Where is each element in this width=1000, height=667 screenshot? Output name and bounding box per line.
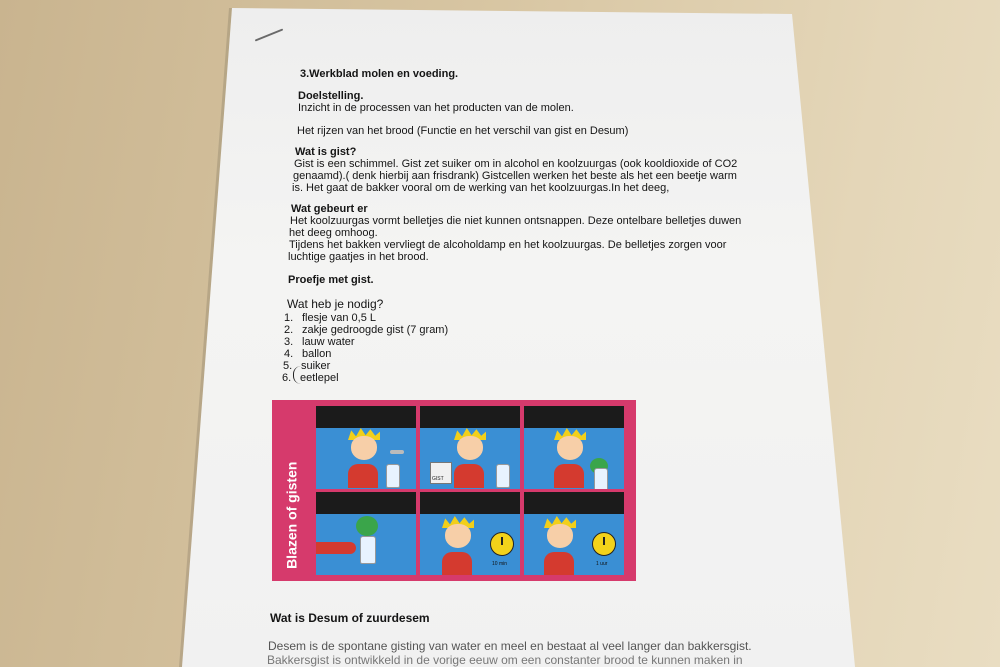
tap-icon <box>390 450 404 454</box>
desem-line-2: Bakkersgist is ontwikkeld in de vorige eeuw om een constanter brood te kunnen maken in <box>267 653 743 667</box>
kid-body <box>442 552 472 575</box>
handwritten-bracket <box>293 366 302 384</box>
comic-panel-2 <box>420 406 520 489</box>
panel-caption <box>420 406 520 428</box>
list-item: 1. flesje van 0,5 L <box>284 312 376 324</box>
desem-heading: Wat is Desum of zuurdesem <box>270 611 430 625</box>
bottle-icon <box>594 468 608 489</box>
gebeurt-line-4: luchtige gaatjes in het brood. <box>288 251 429 263</box>
gist-line-3: is. Het gaat de bakker vooral om de werking van het koolzuurgas.In het deeg, <box>292 182 670 194</box>
list-item: 5. suiker <box>283 360 331 372</box>
gebeurt-heading: Wat gebeurt er <box>291 203 368 215</box>
panel-caption <box>316 492 416 514</box>
gist-line-2: genaamd).( denk hierbij aan frisdrank) Gistcellen werken het beste als het een beetje warm <box>293 170 737 182</box>
gebeurt-line-2: het deeg omhoog. <box>289 227 378 239</box>
comic-strip <box>272 400 636 581</box>
list-item: 6. eetlepel <box>282 372 339 384</box>
rijzen-text: Het rijzen van het brood (Functie en het verschil van gist en Desum) <box>297 125 629 137</box>
list-item: 3. lauw water <box>284 336 355 348</box>
balloon-icon <box>356 516 378 536</box>
comic-panel-5: 10 min <box>420 492 520 575</box>
comic-side-title: Blazen of gisten <box>283 461 300 569</box>
worksheet-title: 3.Werkblad molen en voeding. <box>300 68 459 80</box>
gist-line-1: Gist is een schimmel. Gist zet suiker om in alcohol en koolzuurgas (ook kooldioxide of CO2 <box>294 158 738 170</box>
clock-icon <box>592 532 616 556</box>
gebeurt-line-3: Tijdens het bakken vervliegt de alcoholdamp en het koolzuurgas. De belletjes zorgen voor <box>289 239 727 251</box>
list-item: 2. zakje gedroogde gist (7 gram) <box>284 324 449 336</box>
comic-panel-6: 1 uur <box>524 492 624 575</box>
panel-caption <box>316 406 416 428</box>
kid-body <box>544 552 574 575</box>
comic-panel-3 <box>524 406 624 489</box>
arm-icon <box>316 542 356 554</box>
kid-head <box>557 436 583 460</box>
doelstelling-text: Inzicht in de processen van het producten van de molen. <box>298 102 574 114</box>
kid-head <box>457 436 483 460</box>
bottle-icon <box>496 464 510 488</box>
bottle-icon <box>386 464 400 488</box>
kid-body <box>554 464 584 488</box>
comic-panel-4 <box>316 492 416 575</box>
gist-heading: Wat is gist? <box>295 146 357 158</box>
proefje-heading: Proefje met gist. <box>288 274 374 286</box>
nodig-question: Wat heb je nodig? <box>287 297 384 311</box>
bottle-icon <box>360 536 376 564</box>
kid-head <box>351 436 377 460</box>
yeast-packet-icon: GIST <box>430 462 452 484</box>
kid-body <box>454 464 484 488</box>
kid-body <box>348 464 378 488</box>
kid-head <box>445 524 471 548</box>
kid-head <box>547 524 573 548</box>
comic-panel-1 <box>316 406 416 489</box>
desem-line-1: Desem is de spontane gisting van water en meel en bestaat al veel langer dan bakkersgist. <box>268 639 752 653</box>
doelstelling-heading: Doelstelling. <box>298 90 364 102</box>
gebeurt-line-1: Het koolzuurgas vormt belletjes die niet kunnen ontsnappen. Deze ontelbare belletjes duwen <box>290 215 742 227</box>
list-item: 4. ballon <box>284 348 332 360</box>
panel-caption <box>420 492 520 514</box>
panel-caption <box>524 406 624 428</box>
clock-icon <box>490 532 514 556</box>
panel-caption <box>524 492 624 514</box>
